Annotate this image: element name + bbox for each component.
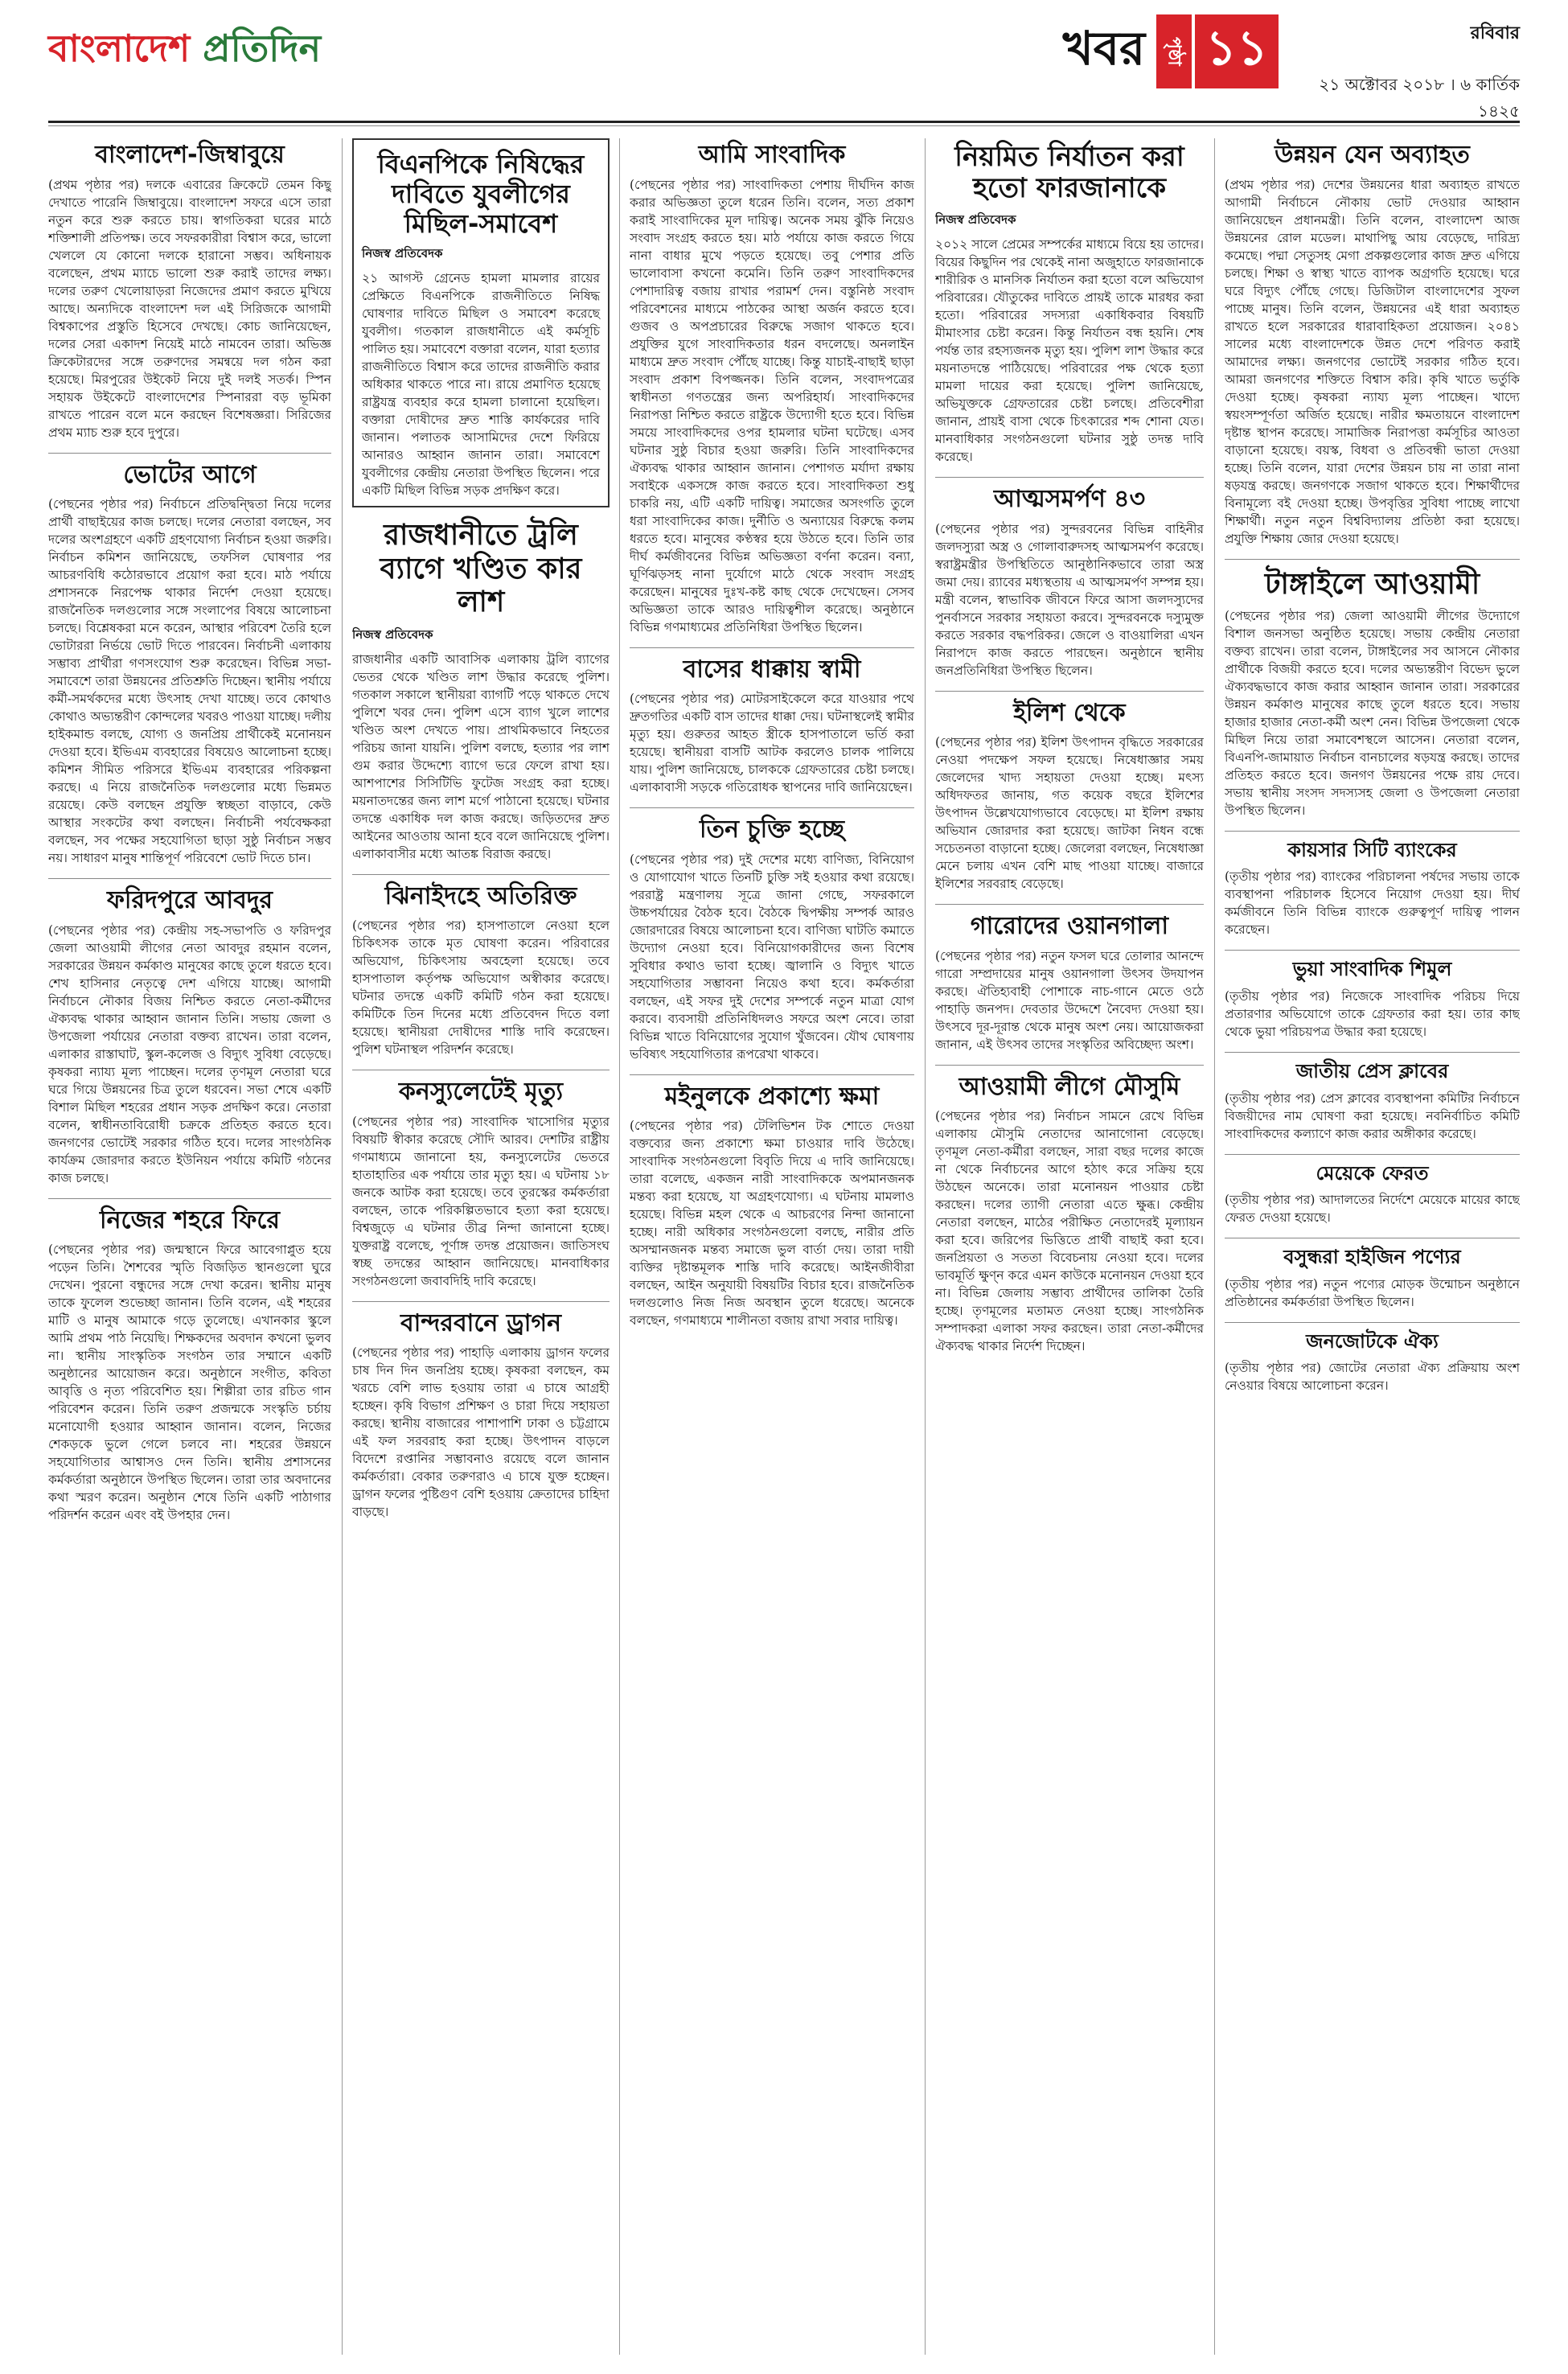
article-bashundhara-hygiene[interactable]: [1225, 1247, 1520, 1311]
column-divider: [1214, 138, 1215, 2355]
page-number: ১১: [1195, 14, 1279, 88]
article-body: (পেছনের পৃষ্ঠার পর) নির্বাচনে প্রতিদ্বন্দ্বিতা নিয়ে দলের প্রার্থী বাছাইয়ের কাজ চলছে। দলের নেতারা বলছেন, সব দলের অংশগ্রহণে একটি গ্রহণযোগ্য নির্বাচন হওয়া জরুরি। নির্বাচন কমিশন জানিয়েছে, তফসিল ঘোষণার পর আচরণবিধি কঠোরভাবে প্রয়োগ করা হবে। মাঠ পর্যায়ে প্রশাসনকে নিরপেক্ষ থাকার নির্দেশ দেওয়া হয়েছে। রাজনৈতিক দলগুলোর সঙ্গে সংলাপের বিষয়ে আলোচনা চলছে। বিশ্লেষকরা মনে করেন, আস্থার পরিবেশ তৈরি হলে ভোটাররা নির্ভয়ে ভোট দিতে পারবেন। নির্বাচনী এলাকায় সম্ভাব্য প্রার্থীরা গণসংযোগ শুরু করেছেন। বিভিন্ন সভা-সমাবেশে তারা উন্নয়নের প্রতিশ্রুতি দিচ্ছেন। স্থানীয় পর্যায়ে কর্মী-সমর্থকদের মধ্যে উৎসাহ দেখা যাচ্ছে। তবে কোথাও কোথাও অভ্যন্তরীণ কোন্দলের খবরও পাওয়া যাচ্ছে। দলীয় হাইকমান্ড বলছে, যোগ্য ও জনপ্রিয় প্রার্থীকেই মনোনয়ন দেওয়া হবে। ইভিএম ব্যবহারের বিষয়েও আলোচনা হচ্ছে। কমিশন সীমিত পরিসরে ইভিএম ব্যবহারের পরিকল্পনা করছে। এ নিয়ে রাজনৈতিক দলগুলোর মধ্যে ভিন্নমত রয়েছে। কেউ বলছেন প্রযুক্তি স্বচ্ছতা বাড়াবে, কেউ আস্থার সংকটের কথা বলছেন। নির্বাচনী পর্যবেক্ষকরা বলছেন, সব পক্ষের সহযোগিতা ছাড়া সুষ্ঠু নির্বাচন সম্ভব নয়। সাধারণ মানুষ শান্তিপূর্ণ পরিবেশে ভোট দিতে চান।: [48, 497, 331, 865]
section-title: খবর: [1062, 20, 1145, 76]
article-body: (পেছনের পৃষ্ঠার পর) হাসপাতালে নেওয়া হলে চিকিৎসক তাকে মৃত ঘোষণা করেন। পরিবারের অভিযোগ, চিকিৎসায় অবহেলা হয়েছে। তবে হাসপাতাল কর্তৃপক্ষ অভিযোগ অস্বীকার করেছে। ঘটনার তদন্তে একটি কমিটি গঠন করা হয়েছে। কমিটিকে তিন দিনের মধ্যে প্রতিবেদন দিতে বলা হয়েছে। স্থানীয়রা দোষীদের শাস্তি দাবি করেছেন। পুলিশ ঘটনাস্থল পরিদর্শন করেছে।: [352, 918, 610, 1058]
masthead-rule: [48, 121, 1520, 123]
weekday: রবিবার: [1470, 23, 1520, 43]
article-separator: [630, 807, 914, 808]
page-label: পৃষ্ঠা: [1156, 14, 1192, 88]
article-separator: [630, 647, 914, 648]
article-headline: ফরিদপুরে আবদুর: [106, 886, 273, 914]
article-wangala[interactable]: [935, 913, 1204, 1054]
article-byline: নিজস্ব প্রতিবেদক: [362, 246, 443, 261]
article-headline: ইলিশ থেকে: [1013, 698, 1126, 727]
article-separator: [935, 691, 1204, 692]
article-byline: নিজস্ব প্রতিবেদক: [352, 626, 433, 642]
article-separator: [935, 904, 1204, 905]
article-headline: কনস্যুলেটেই মৃত্যু: [398, 1078, 564, 1107]
article-headline: বিএনপিকে নিষিদ্ধের দাবিতে যুবলীগের মিছিল-সমাবেশ: [377, 149, 585, 239]
article-headline: আমি সাংবাদিক: [698, 141, 846, 169]
article-body: (পেছনের পৃষ্ঠার পর) সাংবাদিকতা পেশায় দীর্ঘদিন কাজ করার অভিজ্ঞতা তুলে ধরেন তিনি। বলেন, সত্য প্রকাশ করাই সাংবাদিকের মূল দায়িত্ব। অনেক সময় ঝুঁকি নিয়েও সংবাদ সংগ্রহ করতে হয়। মাঠ পর্যায়ে কাজ করতে গিয়ে নানা বাধার মুখে পড়তে হয়েছে। তবু পেশার প্রতি ভালোবাসা কখনো কমেনি। তিনি তরুণ সাংবাদিকদের পেশাদারিত্ব বজায় রাখার পরামর্শ দেন। বস্তুনিষ্ঠ সংবাদ পরিবেশনের মাধ্যমে পাঠকের আস্থা অর্জন করতে হবে। গুজব ও অপপ্রচারের বিরুদ্ধে সজাগ থাকতে হবে। প্রযুক্তির যুগে সাংবাদিকতার ধরন বদলেছে। অনলাইন মাধ্যমে দ্রুত সংবাদ পৌঁছে যাচ্ছে। কিন্তু যাচাই-বাছাই ছাড়া সংবাদ প্রকাশ বিপজ্জনক। তিনি বলেন, সংবাদপত্রের স্বাধীনতা গণতন্ত্রের জন্য অপরিহার্য। সাংবাদিকদের নিরাপত্তা নিশ্চিত করতে রাষ্ট্রকে উদ্যোগী হতে হবে। বিভিন্ন সময়ে সাংবাদিকদের ওপর হামলার ঘটনা ঘটেছে। এসব ঘটনার সুষ্ঠু বিচার হওয়া জরুরি। তিনি সাংবাদিকদের ঐক্যবদ্ধ থাকার আহ্বান জানান। পেশাগত মর্যাদা রক্ষায় সবাইকে একসঙ্গে কাজ করতে হবে। সাংবাদিকতা শুধু চাকরি নয়, এটি একটি দায়িত্ব। সমাজের অসংগতি তুলে ধরা সাংবাদিকের কাজ। দুর্নীতি ও অন্যায়ের বিরুদ্ধে কলম ধরতে হবে। মানুষের কণ্ঠস্বর হয়ে উঠতে হবে। তিনি তার দীর্ঘ কর্মজীবনের বিভিন্ন অভিজ্ঞতা বর্ণনা করেন। বন্যা, ঘূর্ণিঝড়সহ নানা দুর্যোগে মাঠে থেকে সংবাদ সংগ্রহ করেছেন। মানুষের দুঃখ-কষ্ট কাছ থেকে দেখেছেন। সেসব অভিজ্ঞতা তাকে আরও দায়িত্বশীল করেছে। অনুষ্ঠানে বিভিন্ন গণমাধ্যমের প্রতিনিধিরা উপস্থিত ছিলেন।: [630, 177, 914, 635]
article-headline: জনজোটকে ঐক্য: [1306, 1329, 1439, 1353]
article-body: (প্রথম পৃষ্ঠার পর) দেশের উন্নয়নের ধারা অব্যাহত রাখতে আগামী নির্বাচনে নৌকায় ভোট দেওয়ার আহ্বান জানিয়েছেন প্রধানমন্ত্রী। তিনি বলেন, বাংলাদেশ আজ উন্নয়নের রোল মডেল। মাথাপিছু আয় বেড়েছে, দারিদ্র্য কমেছে। পদ্মা সেতুসহ মেগা প্রকল্পগুলোর কাজ দ্রুত এগিয়ে চলছে। শিক্ষা ও স্বাস্থ্য খাতে ব্যাপক অগ্রগতি হয়েছে। ঘরে ঘরে বিদ্যুৎ পৌঁছে গেছে। ডিজিটাল বাংলাদেশের সুফল পাচ্ছে মানুষ। তিনি বলেন, উন্নয়নের এই ধারা অব্যাহত রাখতে হলে সরকারের ধারাবাহিকতা প্রয়োজন। ২০৪১ সালের মধ্যে বাংলাদেশকে উন্নত দেশে পরিণত করাই আমাদের লক্ষ্য। জনগণের ভোটেই সরকার গঠিত হবে। আমরা জনগণের শক্তিতে বিশ্বাস করি। কৃষি খাতে ভর্তুকি দেওয়া হচ্ছে। কৃষকরা ন্যায্য মূল্য পাচ্ছেন। খাদ্যে স্বয়ংসম্পূর্ণতা অর্জিত হয়েছে। নারীর ক্ষমতায়নে বাংলাদেশ দৃষ্টান্ত স্থাপন করেছে। সামাজিক নিরাপত্তা কর্মসূচির আওতা বাড়ানো হয়েছে। বয়স্ক, বিধবা ও প্রতিবন্ধী ভাতা দেওয়া হচ্ছে। তিনি বলেন, যারা দেশের উন্নয়ন চায় না তারা নানা ষড়যন্ত্র করছে। জনগণকে সজাগ থাকতে হবে। শিক্ষার্থীদের বিনামূল্যে বই দেওয়া হচ্ছে। উপবৃত্তির সুবিধা পাচ্ছে লাখো শিক্ষার্থী। নতুন নতুন বিশ্ববিদ্যালয় প্রতিষ্ঠা করা হয়েছে। প্রযুক্তি শিক্ষায় জোর দেওয়া হয়েছে।: [1225, 177, 1520, 546]
article-body: (পেছনের পৃষ্ঠার পর) সাংবাদিক খাসোগির মৃত্যুর বিষয়টি স্বীকার করেছে সৌদি আরব। দেশটির রাষ্ট্রীয় গণমাধ্যমে জানানো হয়, কনস্যুলেটের ভেতরে হাতাহাতির এক পর্যায়ে তার মৃত্যু হয়। এ ঘটনায় ১৮ জনকে আটক করা হয়েছে। তবে তুরস্কের কর্মকর্তারা বলছেন, তাকে পরিকল্পিতভাবে হত্যা করা হয়েছে। বিশ্বজুড়ে এ ঘটনার তীব্র নিন্দা জানানো হচ্ছে। যুক্তরাষ্ট্র বলেছে, পূর্ণাঙ্গ তদন্ত প্রয়োজন। জাতিসংঘ স্বচ্ছ তদন্তের আহ্বান জানিয়েছে। মানবাধিকার সংগঠনগুলো জবাবদিহি দাবি করেছে।: [352, 1114, 610, 1288]
article-body: (পেছনের পৃষ্ঠার পর) দুই দেশের মধ্যে বাণিজ্য, বিনিয়োগ ও যোগাযোগ খাতে তিনটি চুক্তি সই হওয়ার কথা রয়েছে। পররাষ্ট্র মন্ত্রণালয় সূত্রে জানা গেছে, সফরকালে উচ্চপর্যায়ের বৈঠক হবে। বৈঠকে দ্বিপক্ষীয় সম্পর্ক আরও জোরদারের বিষয়ে আলোচনা হবে। বাণিজ্য ঘাটতি কমাতে উদ্যোগ নেওয়া হবে। বিনিয়োগকারীদের জন্য বিশেষ সুবিধার কথাও ভাবা হচ্ছে। জ্বালানি ও বিদ্যুৎ খাতে সহযোগিতার সম্ভাবনা নিয়েও কথা হবে। কর্মকর্তারা বলছেন, এই সফর দুই দেশের সম্পর্কে নতুন মাত্রা যোগ করবে। ব্যবসায়ী প্রতিনিধিদলও সফরে অংশ নেবে। তারা বিভিন্ন খাতে বিনিয়োগের সুযোগ খুঁজবেন। যৌথ ঘোষণায় ভবিষ্যৎ সহযোগিতার রূপরেখা থাকবে।: [630, 852, 914, 1062]
article-separator: [1225, 1052, 1520, 1053]
article-own-town[interactable]: [48, 1207, 331, 1525]
article-separator: [1225, 559, 1520, 560]
column-4: [935, 138, 1204, 2355]
article-headline: নিজের শহরে ফিরে: [100, 1205, 280, 1234]
article-kaiser-city-bank[interactable]: [1225, 840, 1520, 939]
article-alliance-unity[interactable]: [1225, 1331, 1520, 1395]
article-headline: মেয়েকে ফেরত: [1316, 1161, 1429, 1185]
column-divider: [619, 138, 620, 2355]
article-body: (পেছনের পৃষ্ঠার পর) জেলা আওয়ামী লীগের উদ্যোগে বিশাল জনসভা অনুষ্ঠিত হয়েছে। সভায় কেন্দ্রীয় নেতারা বক্তব্য রাখেন। তারা বলেন, টাঙ্গাইলের সব আসনে নৌকার প্রার্থীকে বিজয়ী করতে হবে। দলের অভ্যন্তরীণ বিভেদ ভুলে ঐক্যবদ্ধভাবে কাজ করার আহ্বান জানান তারা। সরকারের উন্নয়ন কর্মকাণ্ড মানুষের কাছে তুলে ধরতে হবে। সভায় হাজার হাজার নেতা-কর্মী অংশ নেন। বিভিন্ন উপজেলা থেকে মিছিল নিয়ে তারা সমাবেশস্থলে আসেন। নেতারা বলেন, বিএনপি-জামায়াত নির্বাচন বানচালের ষড়যন্ত্র করছে। তাদের প্রতিহত করতে হবে। জনগণ উন্নয়নের পক্ষে রায় দেবে। সভায় স্থানীয় সংসদ সদস্যসহ জেলা ও উপজেলা নেতারা উপস্থিত ছিলেন।: [1225, 608, 1520, 818]
article-body: (তৃতীয় পৃষ্ঠার পর) ব্যাংকের পরিচালনা পর্ষদের সভায় তাকে ব্যবস্থাপনা পরিচালক হিসেবে নিয়োগ দেওয়া হয়। দীর্ঘ কর্মজীবনে তিনি বিভিন্ন ব্যাংকে গুরুত্বপূর্ণ দায়িত্ব পালন করেছেন।: [1225, 869, 1520, 938]
article-headline: ভুয়া সাংবাদিক শিমুল: [1292, 958, 1452, 981]
article-mainul-apology[interactable]: [630, 1083, 914, 1330]
article-separator: [1225, 1154, 1520, 1155]
article-body: (তৃতীয় পৃষ্ঠার পর) নিজেকে সাংবাদিক পরিচয় দিয়ে প্রতারণার অভিযোগে তাকে গ্রেফতার করা হয়। তার কাছ থেকে ভুয়া পরিচয়পত্র উদ্ধার করা হয়েছে।: [1225, 989, 1520, 1040]
article-separator: [630, 1074, 914, 1075]
article-body: (পেছনের পৃষ্ঠার পর) মোটরসাইকেলে করে যাওয়ার পথে দ্রুতগতির একটি বাস তাদের ধাক্কা দেয়। ঘটনাস্থলেই স্বামীর মৃত্যু হয়। গুরুতর আহত স্ত্রীকে হাসপাতালে ভর্তি করা হয়েছে। স্থানীয়রা বাসটি আটক করলেও চালক পালিয়ে যায়। পুলিশ জানিয়েছে, চালককে গ্রেফতারের চেষ্টা চলছে। এলাকাবাসী সড়কে গতিরোধক স্থাপনের দাবি জানিয়েছেন।: [630, 692, 914, 795]
article-headline: বাসের ধাক্কায় স্বামী: [683, 655, 861, 684]
article-body: (তৃতীয় পৃষ্ঠার পর) জোটের নেতারা ঐক্য প্রক্রিয়ায় অংশ নেওয়ার বিষয়ে আলোচনা করেন।: [1225, 1361, 1520, 1394]
article-body: (পেছনের পৃষ্ঠার পর) জন্মস্থানে ফিরে আবেগাপ্লুত হয়ে পড়েন তিনি। শৈশবের স্মৃতি বিজড়িত স্থানগুলো ঘুরে দেখেন। পুরনো বন্ধুদের সঙ্গে দেখা করেন। স্থানীয় মানুষ তাকে ফুলেল শুভেচ্ছা জানান। তিনি বলেন, এই শহরের মাটি ও মানুষ আমাকে গড়ে তুলেছে। এখানকার স্কুলে আমি প্রথম পাঠ নিয়েছি। শিক্ষকদের অবদান কখনো ভুলব না। স্থানীয় সাংস্কৃতিক সংগঠন তার সম্মানে একটি অনুষ্ঠানের আয়োজন করে। অনুষ্ঠানে সংগীত, কবিতা আবৃত্তি ও নৃত্য পরিবেশিত হয়। শিল্পীরা তার রচিত গান পরিবেশন করেন। তিনি তরুণ প্রজন্মকে সংস্কৃতি চর্চায় মনোযোগী হওয়ার আহ্বান জানান। বলেন, নিজের শেকড়কে ভুলে গেলে চলবে না। শহরের উন্নয়নে সহযোগিতার আশ্বাসও দেন তিনি। স্থানীয় প্রশাসনের কর্মকর্তারা অনুষ্ঠানে উপস্থিত ছিলেন। তারা তার অবদানের কথা স্মরণ করেন। অনুষ্ঠান শেষে তিনি একটি পাঠাগার পরিদর্শন করেন এবং বই উপহার দেন।: [48, 1242, 331, 1522]
article-headline: বাংলাদেশ-জিম্বাবুয়ে: [95, 141, 285, 169]
article-headline: ভোটের আগে: [123, 460, 257, 489]
article-headline: কায়সার সিটি ব্যাংকের: [1287, 838, 1457, 861]
article-body: (তৃতীয় পৃষ্ঠার পর) প্রেস ক্লাবের ব্যবস্থাপনা কমিটির নির্বাচনে বিজয়ীদের নাম ঘোষণা করা হয়েছে। নবনির্বাচিত কমিটি সাংবাদিকদের কল্যাণে কাজ করার অঙ্গীকার করেছে।: [1225, 1090, 1520, 1141]
article-bus-accident[interactable]: [630, 656, 914, 797]
article-development[interactable]: [1225, 142, 1520, 548]
masthead: [48, 14, 1520, 121]
column-5: [1225, 138, 1520, 2355]
article-body: (প্রথম পৃষ্ঠার পর) দলকে এবারের ক্রিকেটে তেমন কিছু দেখাতে পারেনি জিম্বাবুয়ে। বাংলাদেশ সফরে এসে তারা নতুন করে শুরু করতে চায়। স্বাগতিকরা ঘরের মাঠে শক্তিশালী প্রতিপক্ষ। তবে সফরকারীরা বিশ্বাস করে, ভালো খেললে যে কোনো দলকে হারানো সম্ভব। অধিনায়ক বলেছেন, প্রথম ম্যাচে ভালো শুরু করাই তাদের লক্ষ্য। দলের তরুণ খেলোয়াড়রা নিজেদের প্রমাণ করতে মুখিয়ে আছে। অন্যদিকে বাংলাদেশ দল এই সিরিজকে আগামী বিশ্বকাপের প্রস্তুতি হিসেবে দেখছে। কোচ জানিয়েছেন, দলের সেরা একাদশ নিয়েই মাঠে নামবেন তারা। অভিজ্ঞ ক্রিকেটারদের সঙ্গে তরুণদের সমন্বয়ে দল গঠন করা হয়েছে। মিরপুরের উইকেট নিয়ে দুই দলই সতর্ক। স্পিন সহায়ক উইকেটে বাংলাদেশের স্পিনাররা বড় ভূমিকা রাখতে পারেন বলে মনে করছেন বিশেষজ্ঞরা। সিরিজের প্রথম ম্যাচ শুরু হবে দুপুরে।: [48, 177, 331, 440]
article-hilsa[interactable]: [935, 700, 1204, 893]
article-body: (পেছনের পৃষ্ঠার পর) নির্বাচন সামনে রেখে বিভিন্ন এলাকায় মৌসুমি নেতাদের আনাগোনা বেড়েছে। তৃণমূল নেতা-কর্মীরা বলছেন, সারা বছর দলের কাজে না থেকে নির্বাচনের আগে হঠাৎ করে সক্রিয় হয়ে উঠছেন অনেকে। তারা মনোনয়ন পাওয়ার চেষ্টা করছেন। দলের ত্যাগী নেতারা এতে ক্ষুব্ধ। কেন্দ্রীয় নেতারা বলছেন, মাঠের পরীক্ষিত নেতাদেরই মূল্যায়ন করা হবে। জরিপের ভিত্তিতে প্রার্থী বাছাই করা হবে। জনপ্রিয়তা ও সততা বিবেচনায় নেওয়া হবে। দলের ভাবমূর্তি ক্ষুণ্ন করে এমন কাউকে মনোনয়ন দেওয়া হবে না। বিভিন্ন জেলায় সম্ভাব্য প্রার্থীদের তালিকা তৈরি হচ্ছে। তৃণমূলের মতামত নেওয়া হচ্ছে। সাংগঠনিক সম্পাদকরা এলাকা সফর করছেন। তারা নেতা-কর্মীদের ঐক্যবদ্ধ থাকার নির্দেশ দিচ্ছেন।: [935, 1109, 1204, 1354]
article-bangladesh-zimbabwe[interactable]: [48, 142, 331, 442]
article-separator: [1225, 950, 1520, 951]
column-divider: [925, 138, 926, 2355]
article-body: (পেছনের পৃষ্ঠার পর) টেলিভিশন টক শোতে দেওয়া বক্তব্যের জন্য প্রকাশ্যে ক্ষমা চাওয়ার দাবি উঠেছে। সাংবাদিক সংগঠনগুলো বিবৃতি দিয়ে এ দাবি জানিয়েছে। তারা বলেছে, একজন নারী সাংবাদিককে অপমানজনক মন্তব্য করা হয়েছে, যা অগ্রহণযোগ্য। এ ঘটনায় মামলাও হয়েছে। বিভিন্ন মহল থেকে এ আচরণের নিন্দা জানানো হচ্ছে। নারী অধিকার সংগঠনগুলো বলছে, নারীর প্রতি অসম্মানজনক মন্তব্য সমাজে ভুল বার্তা দেয়। তারা দায়ী ব্যক্তির দৃষ্টান্তমূলক শাস্তি দাবি করেছে। আইনজীবীরা বলছেন, আইন অনুযায়ী বিষয়টির বিচার হবে। রাজনৈতিক দলগুলোও নিজ নিজ অবস্থান তুলে ধরেছে। অনেকে বলছেন, গণমাধ্যমে শালীনতা বজায় রাখা সবার দায়িত্ব।: [630, 1119, 914, 1328]
issue-date: ২১ অক্টোবর ২০১৮ । ৬ কার্তিক ১৪২৫: [1319, 75, 1520, 121]
article-surrender[interactable]: [935, 486, 1204, 680]
article-headline: রাজধানীতে ট্রলি ব্যাগে খণ্ডিত কার লাশ: [380, 519, 582, 619]
article-i-am-journalist[interactable]: [630, 142, 914, 636]
article-headline: গারোদের ওয়ানগালা: [970, 912, 1169, 941]
article-bandarban-dragon[interactable]: [352, 1310, 610, 1522]
article-separator: [48, 1198, 331, 1199]
logo-part1: বাংলাদেশ: [48, 27, 203, 70]
article-press-club[interactable]: [1225, 1061, 1520, 1143]
article-separator: [1225, 831, 1520, 832]
article-separator: [935, 477, 1204, 478]
date-block: [1287, 19, 1520, 126]
article-body: (পেছনের পৃষ্ঠার পর) সুন্দরবনের বিভিন্ন বাহিনীর জলদস্যুরা অস্ত্র ও গোলাবারুদসহ আত্মসমর্পণ করেছে। স্বরাষ্ট্রমন্ত্রীর উপস্থিতিতে আনুষ্ঠানিকভাবে তারা অস্ত্র জমা দেয়। র‌্যাবের মধ্যস্থতায় এ আত্মসমর্পণ সম্পন্ন হয়। মন্ত্রী বলেন, স্বাভাবিক জীবনে ফিরে আসা জলদস্যুদের পুনর্বাসনে সরকার সহায়তা করবে। সুন্দরবনকে দস্যুমুক্ত করতে সরকার বদ্ধপরিকর। জেলে ও বাওয়ালিরা এখন নিরাপদে কাজ করতে পারছেন। অনুষ্ঠানে স্থানীয় জনপ্রতিনিধিরা উপস্থিত ছিলেন।: [935, 521, 1204, 678]
logo-part2: প্রতিদিন: [203, 27, 322, 70]
article-headline: নিয়মিত নির্যাতন করা হতো ফারজানাকে: [954, 141, 1184, 205]
article-jhenaidah[interactable]: [352, 883, 610, 1059]
article-separator: [352, 1301, 610, 1302]
newspaper-logo[interactable]: [48, 21, 321, 82]
article-byline: নিজস্ব প্রতিবেদক: [935, 212, 1016, 228]
article-jubo-league[interactable]: [352, 138, 610, 507]
article-headline: বান্দরবানে ড্রাগন: [400, 1308, 562, 1337]
article-body: (তৃতীয় পৃষ্ঠার পর) নতুন পণ্যের মোড়ক উন্মোচন অনুষ্ঠানে প্রতিষ্ঠানের কর্মকর্তারা উপস্থিত ছিলেন।: [1225, 1276, 1520, 1309]
article-daughter-return[interactable]: [1225, 1163, 1520, 1227]
article-body: ২০১২ সালে প্রেমের সম্পর্কের মাধ্যমে বিয়ে হয় তাদের। বিয়ের কিছুদিন পর থেকেই নানা অজুহাতে ফারজানাকে শারীরিক ও মানসিক নির্যাতন করা হতো বলে অভিযোগ পরিবারের। যৌতুকের দাবিতে প্রায়ই তাকে মারধর করা হতো। পরিবারের সদস্যরা একাধিকবার বিষয়টি মীমাংসার চেষ্টা করেন। কিন্তু নির্যাতন বন্ধ হয়নি। শেষ পর্যন্ত তার রহস্যজনক মৃত্যু হয়। পুলিশ লাশ উদ্ধার করে ময়নাতদন্তে পাঠিয়েছে। পরিবারের পক্ষ থেকে হত্যা মামলা দায়ের করা হয়েছে। পুলিশ জানিয়েছে, অভিযুক্তকে গ্রেফতারের চেষ্টা চলছে। প্রতিবেশীরা জানান, প্রায়ই বাসা থেকে চিৎকারের শব্দ শোনা যেত। মানবাধিকার সংগঠনগুলো ঘটনার সুষ্ঠু তদন্ত দাবি করেছে।: [935, 237, 1204, 465]
article-trolley-bag[interactable]: [352, 519, 610, 862]
article-tangail[interactable]: [1225, 568, 1520, 819]
article-fake-journalist[interactable]: [1225, 959, 1520, 1041]
article-separator: [48, 878, 331, 879]
article-separator: [352, 874, 610, 875]
article-body: (পেছনের পৃষ্ঠার পর) নতুন ফসল ঘরে তোলার আনন্দে গারো সম্প্রদায়ের মানুষ ওয়ানগালা উৎসব উদযাপন করছে। ঐতিহ্যবাহী পোশাকে নাচ-গানে মেতে ওঠে পাহাড়ি জনপদ। দেবতার উদ্দেশে নৈবেদ্য দেওয়া হয়। উৎসবে দূর-দূরান্ত থেকে মানুষ অংশ নেয়। আয়োজকরা জানান, এই উৎসব তাদের সংস্কৃতির অবিচ্ছেদ্য অংশ।: [935, 948, 1204, 1052]
article-separator: [1225, 1322, 1520, 1323]
article-headline: টাঙ্গাইলে আওয়ামী: [1264, 567, 1480, 601]
article-consulate[interactable]: [352, 1078, 610, 1290]
column-divider: [342, 138, 343, 2355]
article-body: (তৃতীয় পৃষ্ঠার পর) আদালতের নির্দেশে মেয়েকে মায়ের কাছে ফেরত দেওয়া হয়েছে।: [1225, 1193, 1520, 1226]
article-farzana[interactable]: [935, 142, 1204, 466]
article-body: (পেছনের পৃষ্ঠার পর) কেন্দ্রীয় সহ-সভাপতি ও ফরিদপুর জেলা আওয়ামী লীগের নেতা আবদুর রহমান বলেন, সরকারের উন্নয়ন কর্মকাণ্ড মানুষের কাছে তুলে ধরতে হবে। শেখ হাসিনার নেতৃত্বে দেশ এগিয়ে যাচ্ছে। আগামী নির্বাচনে নৌকার বিজয় নিশ্চিত করতে নেতা-কর্মীদের ঐক্যবদ্ধ থাকার আহ্বান জানান তিনি। সভায় জেলা ও উপজেলা পর্যায়ের নেতারা বক্তব্য রাখেন। তারা বলেন, এলাকার রাস্তাঘাট, স্কুল-কলেজ ও বিদ্যুৎ সুবিধা বেড়েছে। কৃষকরা ন্যায্য মূল্য পাচ্ছেন। দলের তৃণমূল নেতারা ঘরে ঘরে গিয়ে উন্নয়নের চিত্র তুলে ধরবেন। সভা শেষে একটি বিশাল মিছিল শহরের প্রধান সড়ক প্রদক্ষিণ করে। নেতারা বলেন, স্বাধীনতাবিরোধী চক্রকে প্রতিহত করতে হবে। জনগণের ভোটেই সরকার গঠিত হবে। দলের সাংগঠনিক কার্যক্রম জোরদার করতে ইউনিয়ন পর্যায়ে কমিটি গঠনের কাজ চলছে।: [48, 922, 331, 1185]
column-3: [630, 138, 914, 2355]
article-seasonal-leaders[interactable]: [935, 1074, 1204, 1356]
article-headline: আত্মসমর্পণ ৪৩: [993, 485, 1146, 514]
column-1: [48, 138, 331, 2355]
article-body: রাজধানীর একটি আবাসিক এলাকায় ট্রলি ব্যাগের ভেতর থেকে খণ্ডিত লাশ উদ্ধার করেছে পুলিশ। গতকাল সকালে স্থানীয়রা ব্যাগটি পড়ে থাকতে দেখে পুলিশে খবর দেন। পুলিশ এসে ব্যাগ খুলে লাশের খণ্ডিত অংশ দেখতে পায়। প্রাথমিকভাবে নিহতের পরিচয় জানা যায়নি। পুলিশ বলছে, হত্যার পর লাশ গুম করার উদ্দেশ্যে ব্যাগে ভরে ফেলে রাখা হয়। আশপাশের সিসিটিভি ফুটেজ সংগ্রহ করা হচ্ছে। ময়নাতদন্তের জন্য লাশ মর্গে পাঠানো হয়েছে। ঘটনার তদন্তে একাধিক দল কাজ করছে। জড়িতদের দ্রুত আইনের আওতায় আনা হবে বলে জানিয়েছে পুলিশ। এলাকাবাসীর মধ্যে আতঙ্ক বিরাজ করছে।: [352, 651, 610, 861]
article-headline: উন্নয়ন যেন অব্যাহত: [1275, 141, 1470, 169]
article-separator: [935, 1065, 1204, 1066]
article-headline: জাতীয় প্রেস ক্লাবের: [1295, 1060, 1449, 1083]
article-body: (পেছনের পৃষ্ঠার পর) পাহাড়ি এলাকায় ড্রাগন ফলের চাষ দিন দিন জনপ্রিয় হচ্ছে। কৃষকরা বলছেন, কম খরচে বেশি লাভ হওয়ায় তারা এ চাষে আগ্রহী হচ্ছেন। কৃষি বিভাগ প্রশিক্ষণ ও চারা দিয়ে সহায়তা করছে। স্থানীয় বাজারের পাশাপাশি ঢাকা ও চট্টগ্রামে এই ফল সরবরাহ করা হচ্ছে। উৎপাদন বাড়লে বিদেশে রপ্তানির সম্ভাবনাও রয়েছে বলে জানান কর্মকর্তারা। বেকার তরুণরাও এ চাষে যুক্ত হচ্ছেন। ড্রাগন ফলের পুষ্টিগুণ বেশি হওয়ায় ক্রেতাদের চাহিদা বাড়ছে।: [352, 1345, 610, 1520]
article-faridpur[interactable]: [48, 887, 331, 1187]
article-before-vote[interactable]: [48, 462, 331, 868]
article-three-deals[interactable]: [630, 816, 914, 1063]
article-headline: মইনুলকে প্রকাশ্যে ক্ষমা: [664, 1082, 880, 1111]
section-header: [1063, 14, 1279, 88]
article-headline: ঝিনাইদহে অতিরিক্ত: [384, 881, 577, 910]
article-body: (পেছনের পৃষ্ঠার পর) ইলিশ উৎপাদন বৃদ্ধিতে সরকারের নেওয়া পদক্ষেপ সফল হয়েছে। নিষেধাজ্ঞার সময় জেলেদের খাদ্য সহায়তা দেওয়া হচ্ছে। মৎস্য অধিদফতর জানায়, গত কয়েক বছরে ইলিশের উৎপাদন উল্লেখযোগ্যভাবে বেড়েছে। মা ইলিশ রক্ষায় অভিযান জোরদার করা হয়েছে। জাটকা নিধন বন্ধে সচেতনতা বাড়ানো হচ্ছে। জেলেরা বলছেন, নিষেধাজ্ঞা মেনে চলায় এখন বেশি মাছ পাওয়া যাচ্ছে। বাজারে ইলিশের সরবরাহ বেড়েছে।: [935, 735, 1204, 892]
article-headline: আওয়ামী লীগে মৌসুমি: [958, 1072, 1180, 1101]
article-headline: তিন চুক্তি হচ্ছে: [699, 815, 845, 844]
column-2: [352, 138, 610, 2355]
article-body: ২১ আগস্ট গ্রেনেড হামলা মামলার রায়ের প্রেক্ষিতে বিএনপিকে রাজনীতিতে নিষিদ্ধ ঘোষণার দাবিতে মিছিল ও সমাবেশ করেছে যুবলীগ। গতকাল রাজধানীতে এই কর্মসূচি পালিত হয়। সমাবেশে বক্তারা বলেন, যারা হত্যার রাজনীতিতে বিশ্বাস করে তাদের রাজনীতি করার অধিকার থাকতে পারে না। রায়ে প্রমাণিত হয়েছে রাষ্ট্রযন্ত্র ব্যবহার করে হামলা চালানো হয়েছিল। বক্তারা দোষীদের দ্রুত শাস্তি কার্যকরের দাবি জানান। পলাতক আসামিদের দেশে ফিরিয়ে আনারও আহ্বান জানান তারা। সমাবেশে যুবলীগের কেন্দ্রীয় নেতারা উপস্থিত ছিলেন। পরে একটি মিছিল বিভিন্ন সড়ক প্রদক্ষিণ করে।: [362, 271, 600, 499]
masthead-rule-thin: [48, 125, 1520, 126]
article-separator: [48, 453, 331, 454]
article-headline: বসুন্ধরা হাইজিন পণ্যের: [1283, 1246, 1461, 1269]
